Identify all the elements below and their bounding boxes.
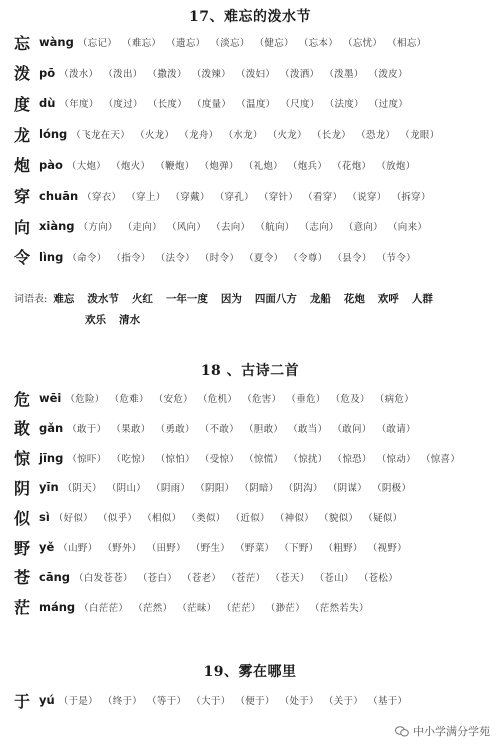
word-item: （粗野）: [323, 543, 363, 554]
hanzi-char: 茫: [14, 598, 31, 618]
word-item: （苍山）: [314, 572, 354, 584]
word-item: （炮弹）: [199, 160, 239, 172]
word-item: （便于）: [235, 696, 275, 707]
vocab-word: 泼水节: [87, 293, 119, 305]
word-list: [63, 480, 417, 494]
word-list: [54, 510, 408, 524]
word-item: （野生）: [190, 543, 231, 554]
word-item: （放炮）: [376, 160, 416, 172]
word-item: （敢问）: [332, 423, 372, 435]
pinyin: chuān: [39, 188, 79, 203]
word-item: （穿孔）: [214, 191, 254, 203]
wechat-icon: [395, 726, 409, 737]
word-item: （过度）: [368, 99, 409, 111]
vocab-word: 欢呼: [377, 293, 399, 305]
word-item: （惊扰）: [288, 453, 328, 465]
word-item: （花炮）: [332, 160, 372, 172]
hanzi-char: 似: [14, 508, 31, 528]
word-item: （惊怕）: [155, 453, 195, 465]
word-item: （等于）: [147, 696, 187, 707]
word-item: （惊吓）: [67, 453, 107, 465]
char-entry-row: [14, 122, 494, 146]
word-item: （阴雨）: [151, 483, 191, 495]
word-item: （惊喜）: [420, 453, 461, 465]
pinyin: cāng: [39, 569, 70, 584]
pinyin: wàng: [39, 35, 74, 49]
word-item: （白发苍苍）: [74, 572, 133, 584]
lesson19-title: 19、雾在哪里: [203, 664, 297, 680]
word-item: （果敢）: [111, 423, 151, 435]
pinyin: lìng: [39, 249, 64, 264]
word-item: （田野）: [146, 543, 186, 554]
word-item: （惊动）: [376, 453, 416, 465]
word-item: （于是）: [58, 696, 98, 707]
word-item: （苍老）: [182, 572, 222, 584]
watermark-text: 中小学满分学苑: [413, 725, 490, 738]
word-item: （泼出）: [103, 68, 143, 80]
word-item: （渺茫）: [265, 602, 305, 614]
word-item: （炮火）: [111, 160, 151, 172]
hanzi-char: 穿: [14, 187, 31, 206]
word-item: （疑似）: [363, 513, 403, 525]
vocab-word: 四面八方: [254, 293, 297, 305]
word-item: （向来）: [387, 222, 428, 234]
word-item: （遗忘）: [166, 38, 206, 49]
vocab-word: 清水: [119, 314, 140, 326]
word-item: （法度）: [324, 99, 364, 111]
word-item: （近似）: [230, 513, 270, 525]
vocab-line-2: [14, 310, 490, 330]
pinyin: xiàng: [39, 219, 75, 234]
word-list: [59, 96, 413, 110]
lesson18-title: 18 、古诗二首: [200, 363, 300, 379]
word-item: （大于）: [191, 696, 231, 707]
word-item: （礼炮）: [243, 160, 283, 172]
word-item: （勇敢）: [155, 423, 195, 435]
word-item: （鞭炮）: [155, 160, 195, 172]
word-item: （相忘）: [387, 38, 427, 49]
hanzi-char: 令: [14, 248, 31, 268]
word-item: （忘本）: [298, 38, 339, 49]
word-item: （长龙）: [311, 130, 352, 142]
word-item: （神似）: [274, 513, 315, 525]
word-item: （白茫茫）: [79, 602, 129, 614]
word-list: [67, 451, 465, 465]
hanzi-char: 泼: [14, 64, 31, 84]
char-entry-row: [14, 535, 494, 559]
word-item: （惊恐）: [332, 453, 372, 465]
word-item: （貌似）: [319, 513, 359, 525]
word-item: （大炮）: [66, 160, 107, 172]
word-list: [65, 391, 419, 405]
char-entry-row: [14, 475, 494, 499]
word-item: （温度）: [236, 99, 276, 111]
word-item: （泼洒）: [280, 68, 320, 80]
char-entry-row: [14, 91, 494, 115]
word-item: （危机）: [197, 394, 238, 405]
word-item: （阴暗）: [239, 483, 279, 495]
word-item: （阴阳）: [195, 483, 235, 495]
word-item: （难忘）: [122, 38, 162, 49]
word-item: （视野）: [367, 543, 407, 554]
word-item: （茫然）: [133, 602, 173, 614]
char-entry-row: [14, 565, 494, 589]
word-item: （处于）: [279, 696, 319, 707]
word-item: （似乎）: [98, 513, 138, 525]
word-item: （垂危）: [286, 394, 326, 405]
word-item: （风向）: [166, 222, 207, 234]
hanzi-char: 炮: [14, 156, 31, 176]
word-item: （恐龙）: [356, 130, 396, 142]
pinyin: sì: [39, 510, 50, 525]
watermark: [395, 723, 490, 739]
word-item: （航向）: [255, 222, 295, 234]
word-item: （命令）: [67, 252, 107, 264]
word-item: （法令）: [155, 252, 195, 264]
word-item: （县令）: [332, 252, 372, 264]
word-item: （吃惊）: [111, 453, 151, 465]
word-item: （敢当）: [288, 423, 328, 435]
word-list: [74, 570, 403, 584]
word-item: （阴天）: [62, 483, 102, 495]
word-item: （火龙）: [267, 130, 307, 142]
word-list: [79, 219, 433, 233]
word-item: （指令）: [111, 252, 151, 264]
word-item: （阴谋）: [327, 483, 368, 495]
word-item: （穿上）: [126, 191, 166, 203]
word-item: （水龙）: [223, 130, 263, 142]
word-item: （相似）: [142, 513, 182, 525]
word-item: （苍白）: [137, 572, 178, 584]
hanzi-char: 惊: [14, 449, 31, 469]
vocab-word: 人群: [411, 293, 433, 305]
pinyin: pào: [39, 157, 63, 172]
word-item: （苍天）: [270, 572, 310, 584]
vocab-line-1: [14, 289, 490, 310]
vocab-word: 花炮: [343, 293, 365, 305]
word-list: [67, 421, 421, 435]
word-item: （淡忘）: [210, 38, 250, 49]
pinyin: yīn: [39, 480, 59, 495]
word-item: （意向）: [343, 222, 383, 234]
word-list: [78, 35, 432, 49]
hanzi-char: 野: [14, 538, 31, 558]
word-item: （危及）: [330, 394, 370, 405]
pinyin: pō: [39, 65, 56, 80]
word-item: （下野）: [279, 543, 319, 554]
pinyin: lóng: [39, 127, 68, 142]
word-list: [82, 189, 436, 203]
word-item: （茫茫）: [221, 602, 261, 614]
word-item: （龙舟）: [179, 130, 219, 142]
word-item: （尺度）: [280, 99, 320, 111]
word-item: （去向）: [211, 222, 251, 234]
word-item: （时令）: [199, 252, 240, 264]
word-item: （火龙）: [135, 130, 175, 142]
word-item: （长度）: [147, 99, 188, 111]
hanzi-char: 龙: [14, 125, 31, 145]
pinyin: wēi: [39, 391, 62, 405]
word-item: （危害）: [242, 394, 282, 405]
word-item: （泼皮）: [368, 68, 408, 80]
vocab-word: 难忘: [53, 293, 75, 305]
char-entry-row: [14, 153, 494, 177]
char-entry-row: [14, 416, 494, 440]
word-list: [59, 693, 413, 707]
word-item: （敢请）: [376, 423, 416, 435]
word-item: （方向）: [78, 222, 118, 234]
word-item: （病危）: [374, 394, 414, 405]
word-item: （基于）: [368, 696, 408, 707]
char-entry-row: [14, 688, 494, 712]
word-list: [67, 250, 421, 264]
word-list: [58, 540, 412, 554]
word-item: （撒泼）: [147, 68, 187, 80]
word-item: （穿针）: [258, 191, 299, 203]
word-item: （泼水）: [59, 68, 99, 80]
word-item: （穿戴）: [170, 191, 210, 203]
word-item: （度量）: [192, 99, 232, 111]
word-item: （泼妇）: [235, 68, 276, 80]
char-entry-row: [14, 245, 494, 269]
word-item: （阴极）: [372, 483, 412, 495]
word-item: （苍松）: [358, 572, 399, 584]
word-item: （拆穿）: [391, 191, 431, 203]
word-item: （终于）: [102, 696, 143, 707]
word-item: （年度）: [59, 99, 99, 111]
char-entry-row: [14, 595, 494, 619]
vocab-list: [14, 289, 490, 330]
hanzi-char: 向: [14, 217, 31, 237]
word-item: （危险）: [65, 394, 105, 405]
word-item: （令尊）: [288, 252, 328, 264]
pinyin: jīng: [39, 450, 64, 465]
word-item: （节令）: [376, 252, 416, 264]
word-list: [79, 600, 374, 614]
word-item: （阴沟）: [283, 483, 323, 495]
vocab-word: 欢乐: [85, 314, 106, 326]
word-item: （志向）: [299, 222, 339, 234]
word-item: （好似）: [53, 513, 93, 525]
vocab-label: 词语表:: [14, 294, 48, 305]
word-item: （类似）: [186, 513, 226, 525]
word-item: （忘记）: [77, 38, 118, 49]
char-entry-row: [14, 446, 494, 470]
char-entry-row: [14, 505, 494, 529]
word-item: （度过）: [103, 99, 143, 111]
word-item: （野菜）: [235, 543, 275, 554]
pinyin: gǎn: [39, 420, 64, 435]
hanzi-char: 苍: [14, 568, 31, 588]
char-entry-row: [14, 30, 494, 54]
word-item: （健忘）: [254, 38, 294, 49]
word-item: （惊慌）: [244, 453, 284, 465]
hanzi-char: 于: [14, 691, 31, 711]
word-item: （泼辣）: [191, 68, 231, 80]
word-item: （穿衣）: [82, 191, 122, 203]
hanzi-char: 阴: [14, 478, 31, 498]
hanzi-char: 危: [14, 389, 31, 409]
char-entry-row: [14, 61, 494, 85]
word-list: [59, 66, 413, 80]
hanzi-char: 敢: [14, 419, 31, 439]
word-item: （龙眼）: [400, 130, 440, 142]
char-entry-row: [14, 184, 494, 208]
word-item: （茫昧）: [177, 602, 217, 614]
word-item: （说穿）: [347, 191, 387, 203]
pinyin: máng: [39, 599, 76, 614]
word-list: [67, 158, 421, 172]
vocab-word: 一年一度: [165, 293, 208, 305]
word-item: （敢于）: [67, 423, 107, 435]
word-item: （安危）: [153, 394, 193, 405]
word-item: （炮兵）: [287, 160, 328, 172]
word-item: （野外）: [102, 543, 142, 554]
word-item: （不敢）: [199, 423, 239, 435]
word-item: （走向）: [122, 222, 162, 234]
word-list: [71, 127, 444, 141]
char-entry-row: [14, 214, 494, 238]
char-entry-row: [14, 386, 494, 410]
vocab-word: 火红: [131, 293, 153, 305]
word-item: （关于）: [323, 696, 364, 707]
word-item: （茫然若失）: [310, 602, 369, 614]
word-item: （危难）: [109, 394, 149, 405]
word-item: （胆敢）: [244, 423, 284, 435]
word-item: （看穿）: [303, 191, 343, 203]
word-item: （忘忧）: [343, 38, 383, 49]
pinyin: yú: [39, 693, 55, 707]
pinyin: dù: [39, 96, 56, 111]
lesson17-title: 17、难忘的泼水节: [189, 9, 311, 25]
word-item: （山野）: [58, 543, 98, 554]
pinyin: yě: [39, 540, 55, 554]
vocab-word: 因为: [220, 293, 242, 305]
word-item: （飞龙在天）: [71, 130, 131, 142]
hanzi-char: 忘: [14, 33, 31, 53]
word-item: （夏令）: [244, 252, 284, 264]
word-item: （泼墨）: [324, 68, 364, 80]
vocab-word: 龙船: [309, 293, 331, 305]
word-item: （受惊）: [199, 453, 240, 465]
hanzi-char: 度: [14, 94, 31, 114]
word-item: （阴山）: [106, 483, 147, 495]
word-item: （苍茫）: [226, 572, 266, 584]
